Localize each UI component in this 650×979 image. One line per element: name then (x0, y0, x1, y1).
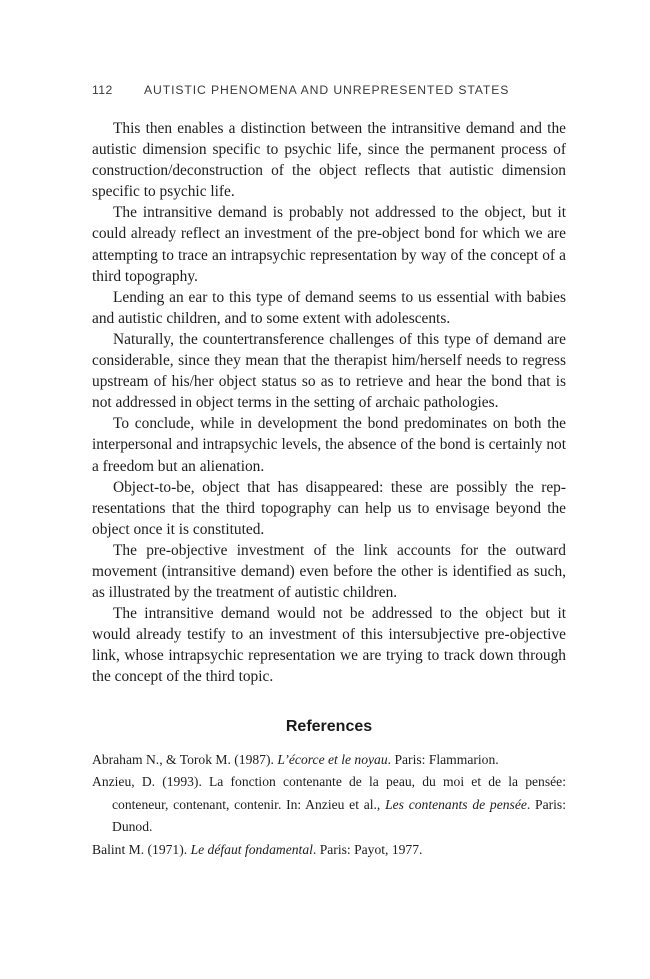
paragraph: The pre-objective investment of the link accounts for the outward movement (intransitive demand) even before the other is identified as such, as illustrated by the treatment of autistic children. (92, 541, 566, 602)
paragraph: Object-to-be, object that has disappeared: these are possibly the representations that the third topography can help us to envisage beyond the object once it is constituted. (92, 478, 566, 538)
paragraph: Lending an ear to this type of demand seems to us essential with babies and autistic children, and to some extent with adolescents. (92, 288, 566, 327)
reference-entry (92, 749, 566, 772)
running-title: AUTISTIC PHENOMENA AND UNREPRESENTED STATES (144, 83, 510, 97)
reference-text: . Paris: Flammarion. (387, 751, 499, 767)
running-head (92, 80, 566, 100)
reference-text: Abraham N., & Torok M. (1987). (92, 751, 278, 767)
reference-entry (92, 839, 566, 862)
body-text (92, 118, 566, 688)
paragraph: The intransitive demand would not be addressed to the object but it would already testify to an investment of this intersubjective pre-objective link, whose intrapsychic representation we are trying to track down through the concept of the third topic. (92, 605, 566, 686)
references-heading: References (285, 717, 373, 735)
reference-text: Balint M. (1971). (92, 841, 191, 857)
reference-entry (92, 771, 566, 839)
paragraph: To conclude, while in development the bond predominates on both the interpersonal and intrapsychic levels, the absence of the bond is certainly not a freedom but an alienation. (92, 415, 566, 475)
paragraph: This then enables a distinction between the intransitive demand and the autistic dimension specific to psychic life, since the permanent process of construction/deconstruction of the object reflects that autistic dimension specific to psychic life. (92, 120, 566, 201)
reference-title: L’écorce et le noyau (277, 751, 388, 767)
reference-title: Le défaut fondamental (190, 841, 313, 857)
reference-text: . Paris: Payot, 1977. (312, 841, 423, 857)
reference-list (92, 749, 566, 862)
reference-text: Anzieu, D. (1993). La fonction contenante de la peau, du moi et de la pensée: conteneur, contenant, contenir. In: Anzieu et al., (92, 774, 566, 812)
reference-title: Les contenants de pensée (385, 796, 527, 812)
page-number: 112 (92, 83, 113, 97)
reference-text: . Paris: Dunod. (112, 796, 566, 835)
book-page (92, 80, 566, 861)
paragraph: The intransitive demand is probably not addressed to the object, but it could already reflect an investment of the pre-object bond for which we are attempting to trace an intrapsychic representation by way of the concept of a third topography. (92, 204, 566, 285)
paragraph: Naturally, the countertransference challenges of this type of demand are considerable, since they mean that the therapist him/herself needs to regress upstream of his/her object status so as to retrieve and hear the bond that is not addressed in object terms in the setting of archaic pathologies. (92, 330, 566, 412)
